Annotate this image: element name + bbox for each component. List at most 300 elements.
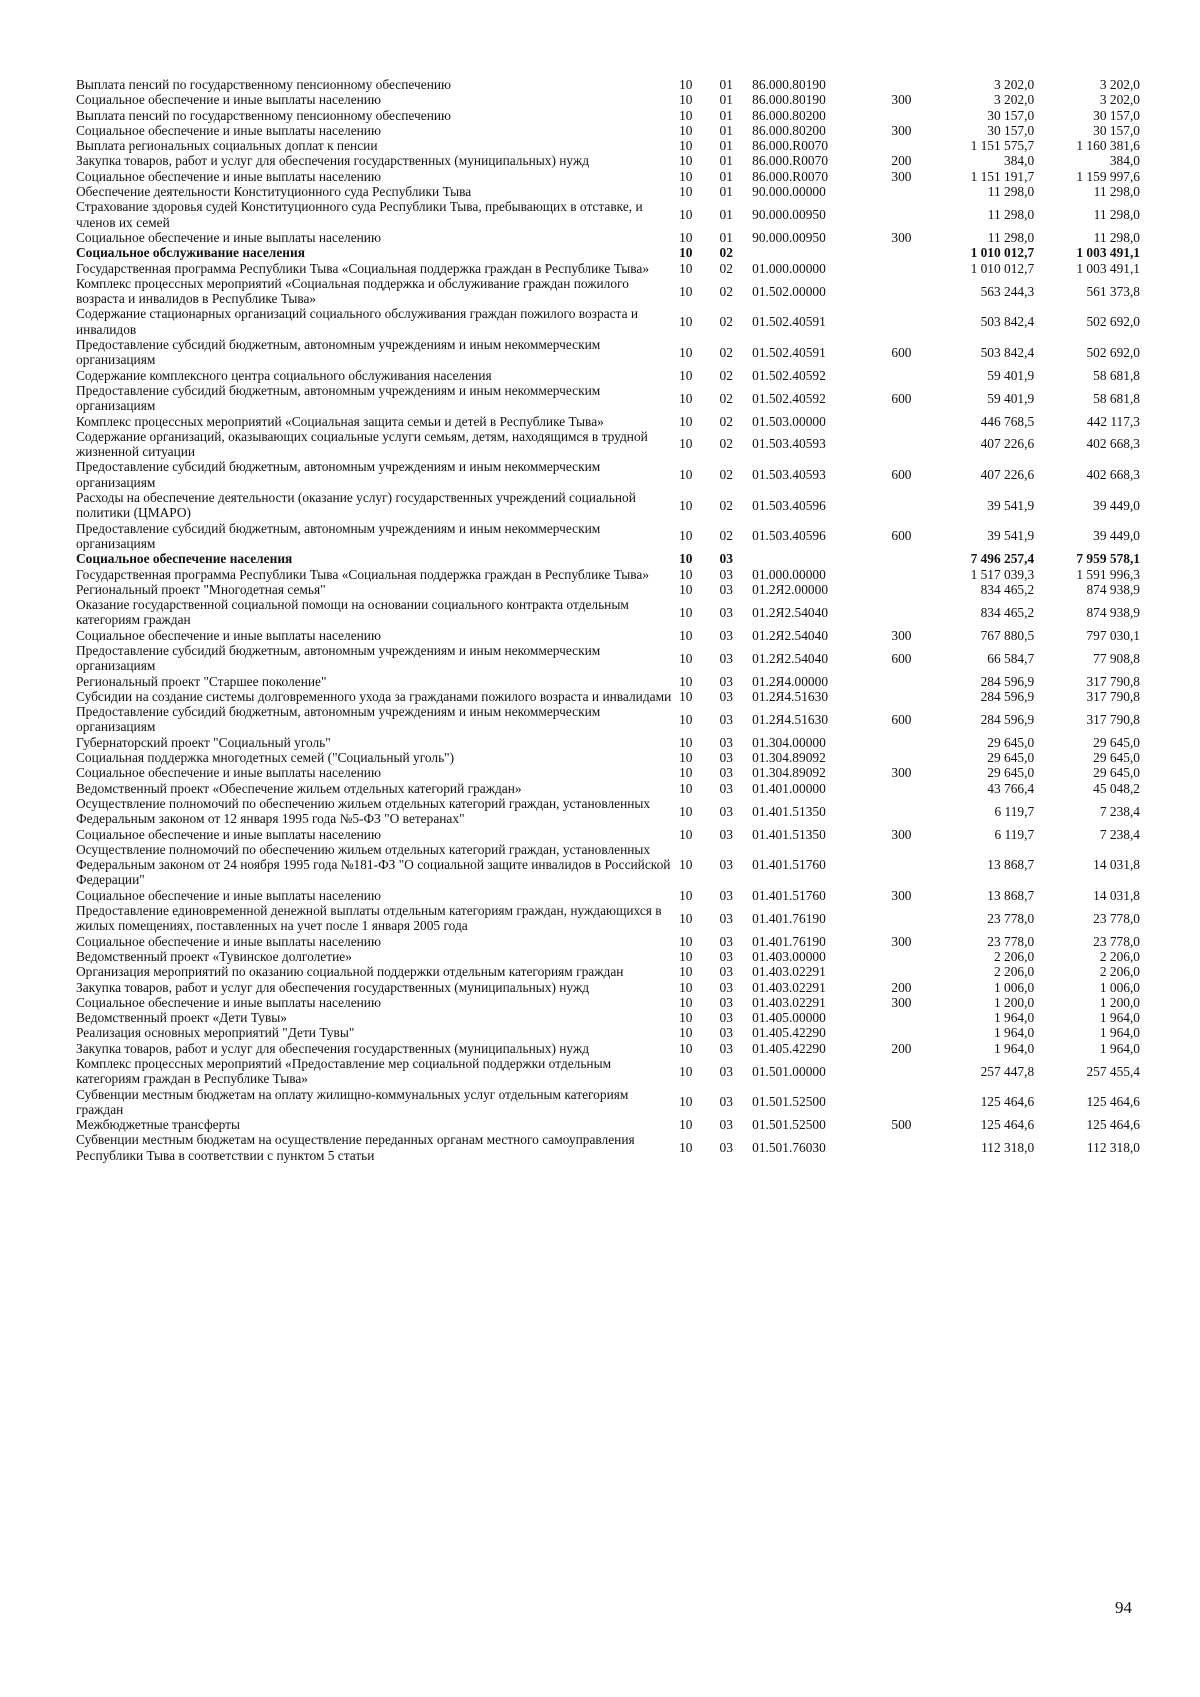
row-name: Социальное обеспечение и иные выплаты населению [76,122,381,138]
row-name: Субвенции местным бюджетам на осуществление переданных органам местного самоуправления Республики Тыва в соответствии с пунктом 5 статьи [76,1132,635,1163]
amount-year-1: 1 010 012,7 [970,260,1035,276]
amount-year-1: 834 465,2 [980,581,1035,597]
expense-type-code [877,368,927,383]
expense-type-code: 500 [891,1117,912,1133]
subsection-code: 03 [719,933,733,949]
table-row [76,1056,1140,1087]
amount-year-1: 7 496 257,4 [970,551,1035,567]
expense-type-code [877,796,927,827]
amount-year-2: 1 003 491,1 [1076,260,1140,276]
section-code: 10 [679,910,693,926]
amount-year-2: 317 790,8 [1086,711,1140,727]
amount-year-2: 1 160 381,6 [1076,138,1140,154]
target-article-code: 86.000.R0070 [752,168,829,184]
target-article-code: 01.502.00000 [752,283,826,299]
subsection-code: 03 [719,1040,733,1056]
row-name: Оказание государственной социальной помощи на основании социального контракта отдельным категориям граждан [76,597,629,628]
amount-year-1: 11 298,0 [987,229,1035,245]
table-row [76,842,1140,888]
subsection-code: 02 [719,245,733,261]
amount-year-1: 1 964,0 [994,1025,1035,1041]
subsection-code: 03 [719,1094,733,1110]
row-name: Социальное обеспечение и иные выплаты населению [76,627,381,643]
table-row [76,261,1140,276]
section-code: 10 [679,344,693,360]
amount-year-2: 7 238,4 [1099,803,1140,819]
section-code: 10 [679,887,693,903]
section-code: 10 [679,497,693,513]
table-row [76,153,1140,168]
expense-type-code [877,429,927,460]
target-article-code: 86.000.80200 [752,107,826,123]
target-article-code: 01.304.89092 [752,750,826,766]
table-row [76,781,1140,796]
amount-year-2: 2 206,0 [1099,948,1140,964]
amount-year-2: 29 645,0 [1093,734,1140,750]
amount-year-1: 125 464,6 [980,1094,1035,1110]
amount-year-2: 39 449,0 [1093,528,1140,544]
amount-year-2: 7 959 578,1 [1076,551,1140,567]
amount-year-2: 7 238,4 [1099,826,1140,842]
expense-type-code [877,1025,927,1040]
subsection-code: 03 [719,887,733,903]
section-code: 10 [679,604,693,620]
section-total-row [76,245,1140,260]
amount-year-1: 563 244,3 [980,283,1035,299]
table-row [76,77,1140,92]
row-name: Комплекс процессных мероприятий «Социальная защита семьи и детей в Республике Тыва» [76,413,604,429]
section-code: 10 [679,551,693,567]
table-row [76,567,1140,582]
target-article-code: 01.000.00000 [752,260,826,276]
subsection-code: 03 [719,1117,733,1133]
expense-type-code [877,138,927,153]
table-row [76,92,1140,107]
row-name: Государственная программа Республики Тыва «Социальная поддержка граждан в Республике Тыва» [76,566,650,582]
section-code: 10 [679,826,693,842]
table-row [76,643,1140,674]
table-row [76,276,1140,307]
section-code: 10 [679,1140,693,1156]
expense-type-code [877,77,927,92]
amount-year-1: 30 157,0 [987,122,1035,138]
target-article-code: 01.401.51350 [752,803,826,819]
amount-year-1: 834 465,2 [980,604,1035,620]
section-code: 10 [679,566,693,582]
section-code: 10 [679,528,693,544]
expense-type-code: 300 [891,627,912,643]
table-row [76,628,1140,643]
amount-year-2: 23 778,0 [1093,933,1140,949]
target-article-code: 01.2Я4.51630 [752,711,829,727]
subsection-code: 03 [719,910,733,926]
subsection-code: 03 [719,750,733,766]
row-name: Содержание организаций, оказывающих социальные услуги семьям, детям, находящимся в трудной жизненной ситуации [76,428,648,460]
section-code: 10 [679,245,693,261]
section-code: 10 [679,1040,693,1056]
table-row [76,582,1140,597]
subsection-code: 01 [719,77,733,92]
section-code: 10 [679,107,693,123]
target-article-code: 86.000.R0070 [752,153,829,169]
expense-type-code [877,903,927,934]
amount-year-1: 23 778,0 [987,933,1035,949]
row-name: Предоставление субсидий бюджетным, автономным учреждениям и иным некоммерческим организациям [76,520,601,551]
target-article-code: 01.503.40593 [752,467,826,483]
table-row [76,230,1140,245]
section-code: 10 [679,673,693,689]
subsection-code: 03 [719,765,733,781]
budget-table [76,77,1140,1163]
expense-type-code [877,490,927,521]
section-code: 10 [679,627,693,643]
table-row [76,368,1140,383]
section-code: 10 [679,92,693,108]
section-code: 10 [679,413,693,429]
target-article-code: 01.2Я4.51630 [752,688,829,704]
section-code: 10 [679,314,693,330]
amount-year-1: 3 202,0 [994,92,1035,108]
expense-type-code: 600 [891,467,912,483]
amount-year-1: 112 318,0 [981,1140,1035,1156]
amount-year-1: 1 517 039,3 [970,566,1035,582]
budget-table-body [76,77,1140,1163]
amount-year-1: 407 226,6 [980,436,1035,452]
amount-year-2: 2 206,0 [1099,964,1140,980]
expense-type-code [877,245,927,260]
table-row [76,827,1140,842]
section-code: 10 [679,734,693,750]
amount-year-2: 384,0 [1109,153,1140,169]
table-row [76,750,1140,765]
table-row [76,704,1140,735]
row-name: Губернаторский проект "Социальный уголь" [76,734,331,750]
amount-year-2: 112 318,0 [1086,1140,1140,1156]
table-row [76,337,1140,368]
amount-year-1: 29 645,0 [987,765,1035,781]
target-article-code: 01.501.76030 [752,1140,826,1156]
table-row [76,414,1140,429]
target-article-code: 01.405.42290 [752,1025,826,1041]
section-total-row [76,551,1140,566]
amount-year-2: 561 373,8 [1086,283,1140,299]
subsection-code: 03 [719,551,733,567]
expense-type-code [877,1132,927,1163]
section-code: 10 [679,260,693,276]
amount-year-2: 30 157,0 [1093,122,1140,138]
expense-type-code [877,597,927,628]
amount-year-2: 3 202,0 [1099,92,1140,108]
target-article-code: 01.2Я2.54040 [752,604,829,620]
amount-year-2: 77 908,8 [1093,650,1140,666]
row-name: Комплекс процессных мероприятий «Социальная поддержка и обслуживание граждан пожилого возраста и инвалидов в Республике Тыва» [76,275,629,307]
table-row [76,1025,1140,1040]
amount-year-1: 1 964,0 [994,1040,1035,1056]
table-row [76,169,1140,184]
amount-year-1: 6 119,7 [994,803,1035,819]
table-row [76,796,1140,827]
row-name: Социальное обеспечение и иные выплаты населению [76,994,381,1010]
row-name: Социальное обеспечение и иные выплаты населению [76,765,381,781]
amount-year-1: 1 964,0 [994,1010,1035,1026]
amount-year-1: 13 868,7 [987,857,1035,873]
section-code: 10 [679,207,693,223]
subsection-code: 02 [719,413,733,429]
amount-year-2: 1 200,0 [1099,994,1140,1010]
amount-year-1: 1 151 191,7 [970,168,1035,184]
section-code: 10 [679,994,693,1010]
row-name: Предоставление субсидий бюджетным, автономным учреждениям и иным некоммерческим организациям [76,704,601,735]
target-article-code: 01.503.00000 [752,413,826,429]
subsection-code: 01 [719,92,733,108]
expense-type-code: 600 [891,344,912,360]
subsection-code: 03 [719,1025,733,1041]
subsection-code: 02 [719,497,733,513]
expense-type-code [877,582,927,597]
target-article-code: 86.000.80190 [752,77,826,92]
row-name: Выплата пенсий по государственному пенсионному обеспечению [76,107,452,123]
expense-type-code: 300 [891,933,912,949]
amount-year-2: 29 645,0 [1093,765,1140,781]
row-name: Выплата пенсий по государственному пенсионному обеспечению [76,77,452,92]
subsection-code: 02 [719,528,733,544]
amount-year-1: 39 541,9 [987,528,1035,544]
expense-type-code: 300 [891,168,912,184]
section-code: 10 [679,1025,693,1041]
expense-type-code [877,689,927,704]
amount-year-2: 3 202,0 [1099,77,1140,92]
row-name: Социальное обеспечение и иные выплаты населению [76,92,381,108]
amount-year-1: 30 157,0 [987,107,1035,123]
target-article-code: 86.000.80200 [752,122,826,138]
target-article-code: 01.403.02291 [752,964,826,980]
section-code: 10 [679,229,693,245]
row-name: Выплата региональных социальных доплат к пенсии [76,138,378,154]
section-code: 10 [679,122,693,138]
row-name: Закупка товаров, работ и услуг для обеспечения государственных (муниципальных) нужд [76,1040,590,1056]
subsection-code: 01 [719,153,733,169]
table-row [76,934,1140,949]
amount-year-2: 442 117,3 [1086,413,1140,429]
amount-year-2: 1 964,0 [1099,1040,1140,1056]
subsection-code: 03 [719,711,733,727]
expense-type-code [877,567,927,582]
subsection-code: 03 [719,673,733,689]
amount-year-1: 66 584,7 [987,650,1035,666]
subsection-code: 03 [719,1010,733,1026]
section-code: 10 [679,77,693,92]
target-article-code: 01.405.42290 [752,1040,826,1056]
target-article-code: 01.2Я4.00000 [752,673,829,689]
expense-type-code [877,1010,927,1025]
subsection-code: 03 [719,994,733,1010]
target-article-code: 01.501.00000 [752,1063,826,1079]
amount-year-2: 1 159 997,6 [1076,168,1140,184]
expense-type-code [877,750,927,765]
amount-year-2: 874 938,9 [1086,604,1140,620]
section-code: 10 [679,1117,693,1133]
section-code: 10 [679,688,693,704]
expense-type-code: 200 [891,979,912,995]
section-code: 10 [679,857,693,873]
target-article-code: 01.502.40592 [752,367,826,383]
expense-type-code: 600 [891,528,912,544]
section-code: 10 [679,933,693,949]
amount-year-2: 30 157,0 [1093,107,1140,123]
amount-year-1: 2 206,0 [994,948,1035,964]
amount-year-2: 1 006,0 [1099,979,1140,995]
amount-year-1: 257 447,8 [980,1063,1035,1079]
section-code: 10 [679,436,693,452]
table-row [76,490,1140,521]
row-name: Обеспечение деятельности Конституционного суда Республики Тыва [76,184,472,200]
table-row [76,459,1140,490]
table-row [76,306,1140,337]
table-row [76,1132,1140,1163]
table-row [76,597,1140,628]
expense-type-code [877,781,927,796]
section-code: 10 [679,138,693,154]
expense-type-code: 300 [891,887,912,903]
table-row [76,429,1140,460]
row-name: Организация мероприятий по оказанию социальной поддержки отдельным категориям граждан [76,964,624,980]
amount-year-2: 797 030,1 [1086,627,1140,643]
expense-type-code: 300 [891,765,912,781]
section-code: 10 [679,765,693,781]
subsection-code: 02 [719,467,733,483]
subsection-code: 03 [719,566,733,582]
subsection-code: 03 [719,627,733,643]
row-name: Закупка товаров, работ и услуг для обеспечения государственных (муниципальных) нужд [76,153,590,169]
target-article-code: 01.403.02291 [752,979,826,995]
amount-year-2: 39 449,0 [1093,497,1140,513]
amount-year-1: 284 596,9 [980,711,1035,727]
amount-year-1: 11 298,0 [987,184,1035,200]
expense-type-code [877,108,927,123]
subsection-code: 03 [719,979,733,995]
page-number: 94 [1115,1598,1132,1617]
subsection-code: 03 [719,857,733,873]
subsection-code: 01 [719,122,733,138]
section-code: 10 [679,367,693,383]
target-article-code: 01.304.89092 [752,765,826,781]
table-row [76,199,1140,230]
table-row [76,964,1140,979]
row-name: Социальное обеспечение и иные выплаты населению [76,933,381,949]
amount-year-2: 125 464,6 [1086,1117,1140,1133]
target-article-code: 01.2Я2.00000 [752,581,829,597]
row-name: Ведомственный проект «Тувинское долголетие» [76,948,352,964]
row-name: Государственная программа Республики Тыва «Социальная поддержка граждан в Республике Тыва» [76,260,650,276]
row-name: Социальное обеспечение и иные выплаты населению [76,229,381,245]
amount-year-2: 402 668,3 [1086,436,1140,452]
target-article-code: 90.000.00950 [752,229,826,245]
expense-type-code [877,842,927,888]
amount-year-1: 3 202,0 [994,77,1035,92]
amount-year-1: 29 645,0 [987,750,1035,766]
expense-type-code [877,735,927,750]
table-row [76,903,1140,934]
amount-year-1: 284 596,9 [980,688,1035,704]
expense-type-code [877,414,927,429]
target-article-code: 01.401.51760 [752,887,826,903]
section-code: 10 [679,979,693,995]
expense-type-code: 300 [891,122,912,138]
table-row [76,674,1140,689]
subsection-code: 02 [719,436,733,452]
row-name: Предоставление субсидий бюджетным, автономным учреждениям и иным некоммерческим организациям [76,382,601,414]
row-name: Предоставление субсидий бюджетным, автономным учреждениям и иным некоммерческим организациям [76,642,601,674]
expense-type-code: 300 [891,994,912,1010]
target-article-code: 01.000.00000 [752,566,826,582]
section-code: 10 [679,780,693,796]
expense-type-code [877,551,927,566]
target-article-code: 90.000.00950 [752,207,826,223]
table-row [76,1010,1140,1025]
amount-year-2: 11 298,0 [1093,229,1140,245]
amount-year-1: 767 880,5 [980,627,1035,643]
section-code: 10 [679,750,693,766]
amount-year-2: 11 298,0 [1093,207,1140,223]
expense-type-code [877,1056,927,1087]
table-row [76,1087,1140,1118]
target-article-code [752,245,876,260]
expense-type-code: 200 [891,1040,912,1056]
row-name: Содержание стационарных организаций социального обслуживания граждан пожилого возраста и инвалидов [76,306,639,337]
amount-year-1: 1 010 012,7 [970,245,1035,261]
amount-year-2: 874 938,9 [1086,581,1140,597]
target-article-code: 01.401.76190 [752,933,826,949]
table-row [76,765,1140,780]
amount-year-2: 317 790,8 [1086,673,1140,689]
amount-year-1: 43 766,4 [987,780,1035,796]
row-name: Ведомственный проект «Дети Тувы» [76,1010,287,1026]
section-code: 10 [679,581,693,597]
table-row [76,184,1140,199]
section-code: 10 [679,711,693,727]
row-name: Ведомственный проект «Обеспечение жильем отдельных категорий граждан» [76,780,522,796]
target-article-code: 01.403.00000 [752,948,826,964]
table-row [76,1117,1140,1132]
section-code: 10 [679,1094,693,1110]
table-row [76,689,1140,704]
target-article-code: 01.405.00000 [752,1010,826,1026]
amount-year-2: 14 031,8 [1093,887,1140,903]
amount-year-1: 59 401,9 [987,390,1035,406]
target-article-code: 01.501.52500 [752,1094,826,1110]
target-article-code: 86.000.80190 [752,92,826,108]
target-article-code: 01.2Я2.54040 [752,650,829,666]
amount-year-2: 317 790,8 [1086,688,1140,704]
subsection-code: 03 [719,604,733,620]
subsection-code: 03 [719,1063,733,1079]
row-name: Региональный проект "Старшее поколение" [76,673,327,689]
section-code: 10 [679,803,693,819]
amount-year-2: 58 681,8 [1093,390,1140,406]
subsection-code: 02 [719,283,733,299]
subsection-code: 01 [719,229,733,245]
table-row [76,995,1140,1010]
expense-type-code: 600 [891,390,912,406]
target-article-code: 01.401.76190 [752,910,826,926]
target-article-code: 01.503.40593 [752,436,826,452]
subsection-code: 01 [719,168,733,184]
expense-type-code [877,184,927,199]
amount-year-1: 23 778,0 [987,910,1035,926]
row-name: Содержание комплексного центра социального обслуживания населения [76,367,492,383]
row-name: Социальное обеспечение и иные выплаты населению [76,168,381,184]
amount-year-2: 1 003 491,1 [1076,245,1140,261]
